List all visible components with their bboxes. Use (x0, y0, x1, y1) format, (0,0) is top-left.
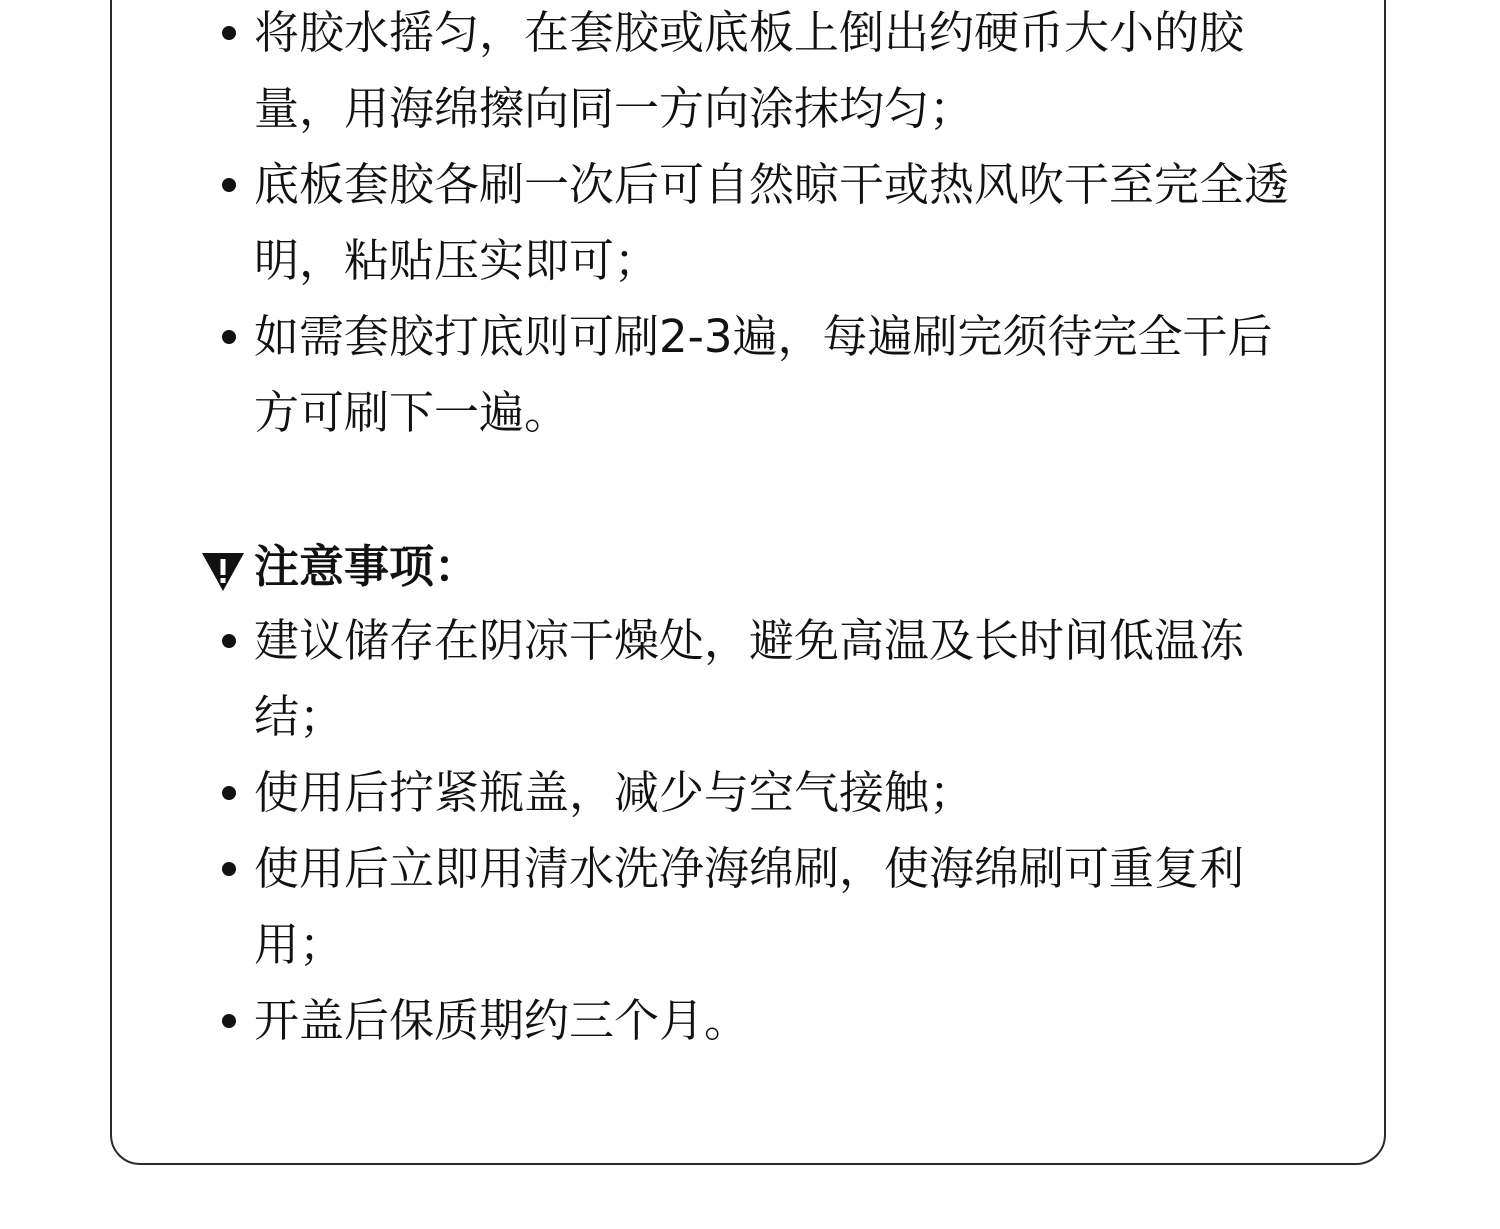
notes-heading (200, 539, 1320, 595)
list-item-text: 使用后立即用清水洗净海绵刷，使海绵刷可重复利用； (254, 842, 1245, 971)
bullet-dot-icon (222, 178, 236, 192)
list-item-text: 如需套胶打底则可刷2-3遍，每遍刷完须待完全干后方可刷下一遍。 (254, 310, 1273, 439)
warning-triangle-icon (200, 549, 246, 593)
bullet-dot-icon (222, 862, 236, 876)
usage-list (200, 0, 1320, 451)
list-item-text: 使用后拧紧瓶盖，减少与空气接触； (254, 766, 975, 819)
bullet-dot-icon (222, 1014, 236, 1028)
bullet-dot-icon (222, 26, 236, 40)
instructions-card (110, 0, 1386, 1165)
notes-list (200, 603, 1320, 1059)
list-item-text: 将胶水摇匀，在套胶或底板上倒出约硬币大小的胶量，用海绵擦向同一方向涂抹均匀； (254, 6, 1245, 135)
list-item-text: 开盖后保质期约三个月。 (254, 994, 750, 1047)
list-item (200, 831, 1304, 983)
list-item (200, 147, 1304, 299)
bullet-dot-icon (222, 634, 236, 648)
list-item (200, 755, 1304, 831)
bullet-dot-icon (222, 330, 236, 344)
list-item (200, 299, 1304, 451)
notes-heading-text: 注意事项： (254, 540, 480, 593)
bullet-dot-icon (222, 786, 236, 800)
list-item (200, 603, 1304, 755)
list-item (200, 0, 1304, 147)
notes-section (200, 539, 1320, 1059)
list-item (200, 983, 1304, 1059)
usage-section (200, 0, 1320, 451)
list-item-text: 建议储存在阴凉干燥处，避免高温及长时间低温冻结； (254, 614, 1245, 743)
list-item-text: 底板套胶各刷一次后可自然晾干或热风吹干至完全透明，粘贴压实即可； (254, 158, 1290, 287)
